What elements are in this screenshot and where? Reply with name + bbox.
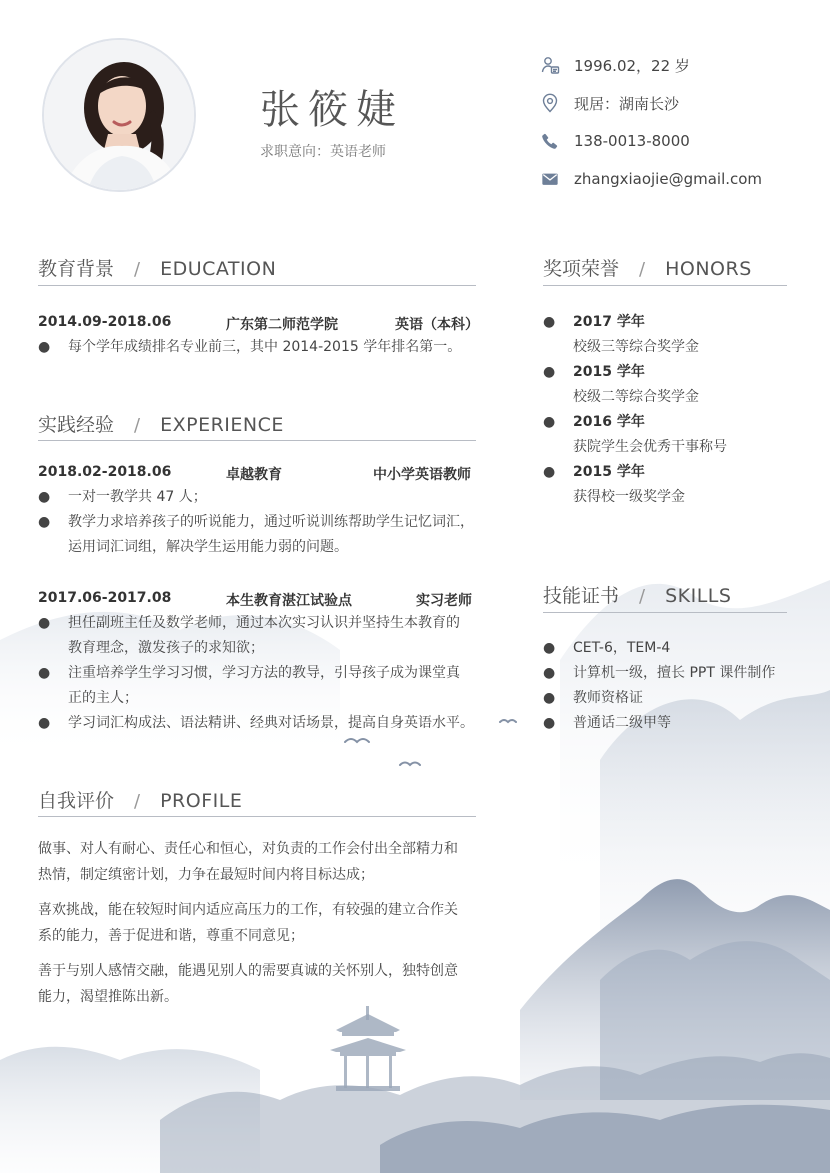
skill-text: 普通话二级甲等: [573, 715, 671, 731]
education-school: 广东第二师范学院: [226, 317, 338, 333]
honor-desc: 获院学生会优秀干事称号: [573, 439, 727, 455]
profile-title-en: PROFILE: [160, 790, 243, 812]
honor-year: 2016 学年: [573, 414, 645, 430]
avatar: [42, 38, 196, 192]
profile-line-5: 善于与别人感情交融，能遇见别人的需要真诚的关怀别人，独特创意: [38, 963, 458, 979]
contact-phone-text: 138-0013-8000: [574, 132, 690, 150]
experience-title-slash: /: [134, 415, 141, 436]
bullet-dot: ●: [543, 690, 556, 706]
honor-item-3: [543, 410, 803, 460]
skills-divider: [543, 612, 787, 613]
pavilion-icon: [330, 1006, 406, 1091]
skill-text: CET-6，TEM-4: [573, 640, 671, 656]
honor-year: 2015 学年: [573, 464, 645, 480]
bullet-dot: ●: [543, 314, 556, 330]
education-title-cn: 教育背景: [38, 258, 115, 280]
bullet-dot: ●: [543, 464, 556, 480]
skill-text: 计算机一级，擅长 PPT 课件制作: [573, 665, 776, 681]
profile-divider: [38, 816, 476, 817]
contact-birth-text: 1996.02，22 岁: [574, 56, 690, 75]
job1-bullet-2-cont-text: 运用词汇词组，解决学生运用能力弱的问题。: [68, 539, 348, 555]
job-intent: 求职意向：英语老师: [260, 144, 386, 160]
profile-line-2: 热情，制定缜密计划，力争在最短时间内将目标达成；: [38, 867, 374, 883]
education-bullet: [38, 335, 478, 360]
bullet-dot: ●: [38, 339, 51, 355]
job2-bullet-3-text: 学习词汇构成法、语法精讲、经典对话场景，提高自身英语水平。: [68, 715, 474, 731]
experience-divider: [38, 440, 476, 441]
job2-period: 2017.06-2017.08: [38, 590, 172, 606]
education-title-en: EDUCATION: [160, 258, 277, 280]
job1-bullet-2-cont: [38, 535, 483, 560]
honors-heading: [543, 254, 752, 281]
profile-line-4: 系的能力，善于促进和谐，尊重不同意见；: [38, 928, 304, 944]
skills-title-cn: 技能证书: [543, 585, 620, 607]
job1-bullet-2-text: 教学力求培养孩子的听说能力，通过听说训练帮助学生记忆词汇，: [68, 514, 474, 530]
job2-bullet-2-cont: [38, 686, 483, 711]
education-divider: [38, 285, 476, 286]
phone-icon: [538, 129, 562, 153]
honor-desc: 校级二等综合奖学金: [573, 389, 699, 405]
job2-bullet-1-cont: [38, 636, 483, 661]
honor-year: 2017 学年: [573, 314, 645, 330]
skills-title-slash: /: [639, 586, 646, 607]
location-pin-icon: [538, 91, 562, 115]
education-major: 英语（本科）: [395, 317, 479, 333]
honor-year: 2015 学年: [573, 364, 645, 380]
contact-email-text: zhangxiaojie@gmail.com: [574, 170, 763, 188]
mail-icon: [538, 167, 562, 191]
bullet-dot: ●: [38, 489, 51, 505]
job2-bullet-2: [38, 661, 483, 686]
contact-phone: [538, 122, 762, 160]
contact-info: [538, 46, 762, 198]
honors-divider: [543, 285, 787, 286]
bullet-dot: ●: [38, 665, 51, 681]
job2-role: 实习老师: [416, 593, 472, 609]
education-bullet-text: 每个学年成绩排名专业前三，其中 2014-2015 学年排名第一。: [68, 339, 462, 355]
job1-bullet-1: [38, 485, 483, 510]
bullet-dot: ●: [543, 364, 556, 380]
experience-heading: [38, 410, 284, 437]
skill-item-3: [543, 686, 813, 711]
job2-bullet-1-cont-text: 教育理念，激发孩子的求知欲；: [68, 640, 264, 656]
job2-bullet-2-cont-text: 正的主人；: [68, 690, 138, 706]
job2-bullet-2-text: 注重培养学生学习习惯，学习方法的教导，引导孩子成为课堂真: [68, 665, 460, 681]
job1-role: 中小学英语教师: [373, 467, 471, 483]
bullet-dot: ●: [543, 715, 556, 731]
education-heading: [38, 254, 276, 281]
profile-line-1: 做事、对人有耐心、责任心和恒心，对负责的工作会付出全部精力和: [38, 841, 458, 857]
skills-title-en: SKILLS: [665, 585, 732, 607]
id-card-icon: [538, 53, 562, 77]
job1-bullet-1-text: 一对一教学共 47 人；: [68, 489, 207, 505]
bullet-dot: ●: [38, 715, 51, 731]
bullet-dot: ●: [543, 640, 556, 656]
honor-item-4: [543, 460, 803, 510]
job1-org: 卓越教育: [226, 467, 282, 483]
honor-item-2: [543, 360, 803, 410]
contact-location-text: 现居：湖南长沙: [574, 94, 680, 113]
skill-item-4: [543, 711, 813, 736]
bullet-dot: ●: [543, 665, 556, 681]
profile-heading: [38, 786, 242, 813]
honor-item-1: [543, 310, 803, 360]
profile-title-slash: /: [134, 791, 141, 812]
bullet-dot: ●: [543, 414, 556, 430]
job2-bullet-1: [38, 611, 483, 636]
experience-title-en: EXPERIENCE: [160, 414, 284, 436]
bullet-dot: ●: [38, 514, 51, 530]
job2-org: 本生教育湛江试验点: [226, 593, 352, 609]
honor-desc: 获得校一级奖学金: [573, 489, 685, 505]
job2-bullet-1-text: 担任副班主任及数学老师，通过本次实习认识并坚持生本教育的: [68, 615, 460, 631]
job2-bullet-3: [38, 711, 488, 736]
contact-email: [538, 160, 762, 198]
honors-title-cn: 奖项荣誉: [543, 258, 620, 280]
education-period: 2014.09-2018.06: [38, 314, 172, 330]
job1-period: 2018.02-2018.06: [38, 464, 172, 480]
skill-text: 教师资格证: [573, 690, 643, 706]
honors-title-en: HONORS: [665, 258, 752, 280]
skill-item-2: [543, 661, 813, 686]
contact-birth: [538, 46, 762, 84]
skills-heading: [543, 581, 731, 608]
contact-location: [538, 84, 762, 122]
candidate-name: 张筱婕: [260, 87, 404, 133]
skill-item-1: [543, 636, 813, 661]
experience-title-cn: 实践经验: [38, 414, 115, 436]
job1-bullet-2: [38, 510, 483, 535]
honor-desc: 校级三等综合奖学金: [573, 339, 699, 355]
bullet-dot: ●: [38, 615, 51, 631]
education-title-slash: /: [134, 259, 141, 280]
profile-line-3: 喜欢挑战，能在较短时间内适应高压力的工作，有较强的建立合作关: [38, 902, 458, 918]
honors-title-slash: /: [639, 259, 646, 280]
profile-line-6: 能力，渴望推陈出新。: [38, 989, 178, 1005]
profile-title-cn: 自我评价: [38, 790, 115, 812]
